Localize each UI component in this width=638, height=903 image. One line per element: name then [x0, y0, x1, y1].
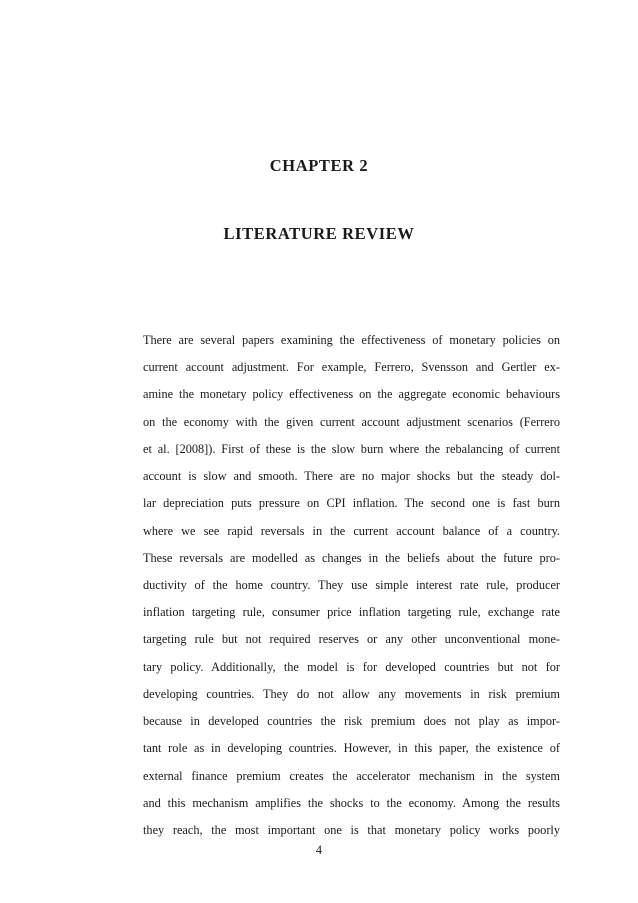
text-line: current account adjustment. For example, Ferrero, Svensson and Gertler ex-	[143, 360, 560, 375]
text-line: account is slow and smooth. There are no major shocks but the steady dol-	[143, 469, 560, 484]
text-line: ductivity of the home country. They use simple interest rate rule, producer	[143, 578, 560, 592]
text-line: et al. [2008]). First of these is the slow burn where the rebalancing of current	[143, 441, 560, 456]
chapter-title: LITERATURE REVIEW	[223, 224, 415, 243]
text-line: targeting rule but not required reserves or any other unconventional mone-	[143, 632, 560, 647]
text-line: because in developed countries the risk premium does not play as impor-	[143, 714, 560, 729]
text-line: There are several papers examining the effectiveness of monetary policies on	[143, 333, 560, 347]
text-line: they reach, the most important one is that monetary policy works poorly	[143, 823, 560, 837]
text-line: developing countries. They do not allow any movements in risk premium	[143, 686, 560, 701]
text-line: where we see rapid reversals in the current account balance of a country.	[143, 523, 560, 538]
page-number: 4	[315, 843, 323, 857]
text-line: These reversals are modelled as changes in the beliefs about the future pro-	[143, 550, 560, 565]
text-line: tary policy. Additionally, the model is for developed countries but not for	[143, 659, 560, 674]
text-line: and this mechanism amplifies the shocks to the economy. Among the results	[143, 795, 560, 810]
text-line: inflation targeting rule, consumer price inflation targeting rule, exchange rate	[143, 605, 560, 620]
text-line: amine the monetary policy effectiveness on the aggregate economic behaviours	[143, 387, 560, 402]
text-line: tant role as in developing countries. However, in this paper, the existence of	[143, 741, 560, 756]
text-line: lar depreciation puts pressure on CPI inflation. The second one is fast burn	[143, 496, 560, 511]
text-line: on the economy with the given current account adjustment scenarios (Ferrero	[143, 414, 560, 429]
text-line: external finance premium creates the accelerator mechanism in the system	[143, 768, 560, 783]
chapter-number: CHAPTER 2	[269, 156, 369, 175]
